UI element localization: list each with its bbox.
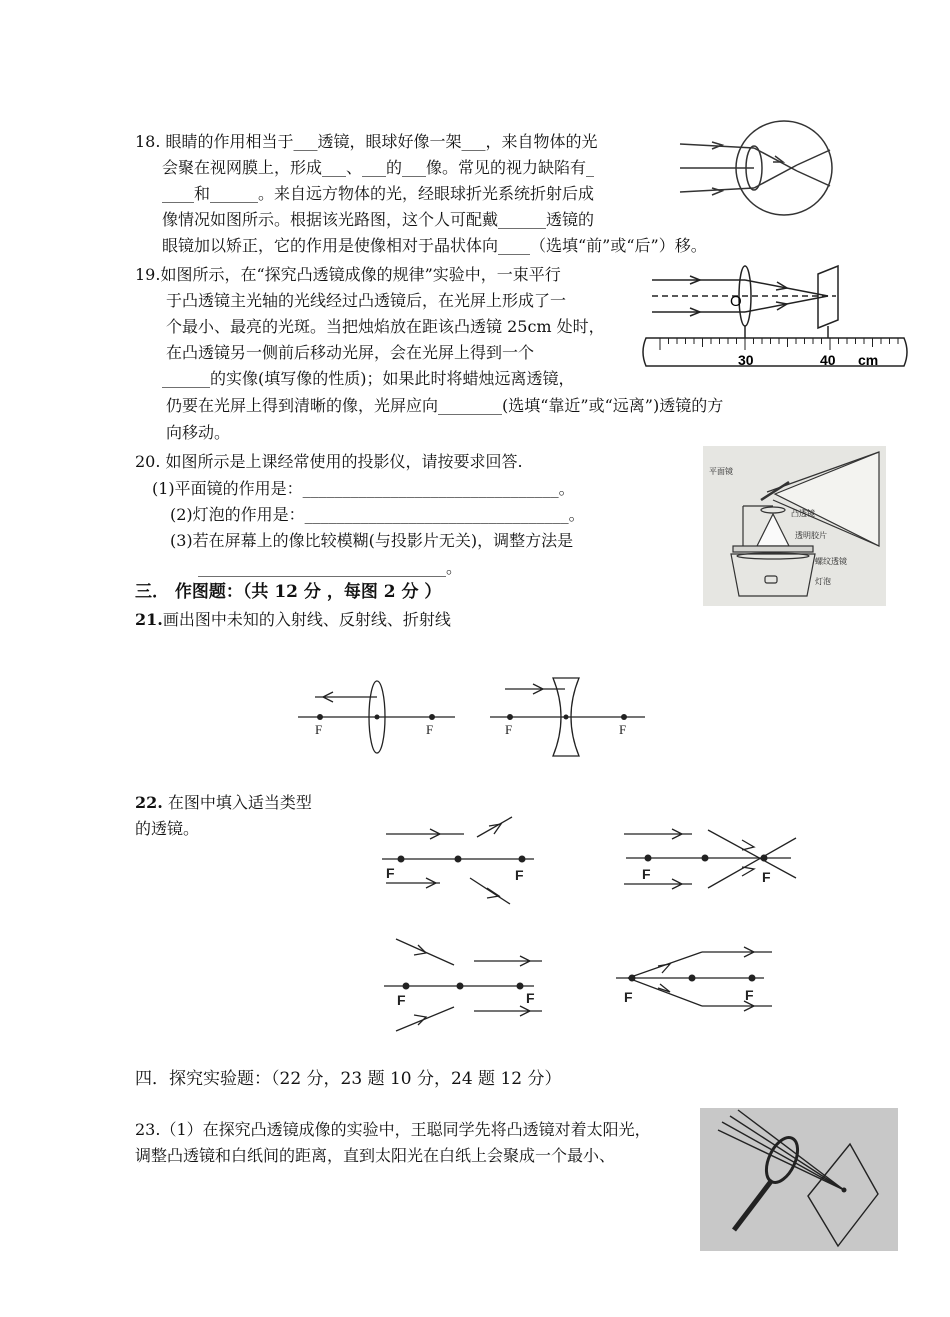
q22-text-line-1	[135, 790, 312, 815]
q22-prompt-1: 在图中填入适当类型	[162, 793, 312, 812]
q19-line-6: 仍要在光屏上得到清晰的像，光屏应向________(选填“靠近”或“远离”)透镜的方	[166, 396, 724, 415]
q22-diagram-b	[616, 820, 801, 895]
q23-line-2: 调整凸透镜和白纸间的距离，直到太阳光在白纸上会聚成一个最小、	[135, 1146, 616, 1165]
q18-line-4: 像情况如图所示。根据该光路图，这个人可配戴______透镜的	[162, 210, 595, 229]
q20-line-1: 20. 如图所示是上课经常使用的投影仪，请按要求回答.	[135, 452, 523, 471]
q21-prompt: 画出图中未知的入射线、反射线、折射线	[162, 610, 451, 629]
q18-line-3: ____和______。来自远方物体的光，经眼球折光系统折射后成	[162, 184, 595, 203]
q18-line-5: 眼镜加以矫正，它的作用是使像相对于晶状体向____（选填“前”或“后”）移。	[162, 236, 707, 255]
magnifier-sunlight-diagram	[700, 1108, 898, 1251]
label-fresnel: 螺纹透镜	[815, 557, 847, 566]
q22-diagram-c	[384, 935, 549, 1035]
q22-text-line-2: 的透镜。	[135, 819, 200, 838]
q18-line-1: 18. 眼睛的作用相当于___透镜，眼球好像一架___，来自物体的光	[135, 132, 598, 151]
focal-spot	[842, 1188, 847, 1193]
q20-line-3: (2)灯泡的作用是：_________________________________。	[170, 505, 585, 524]
ruler-tick-40: 40	[820, 352, 836, 368]
q19-line-4: 在凸透镜另一侧前后移动光屏，会在光屏上得到一个	[166, 343, 535, 362]
f-label: F	[515, 867, 524, 883]
q19-line-7: 向移动。	[166, 423, 231, 442]
q23-line-1: 23.（1）在探究凸透镜成像的实验中，王聪同学先将凸透镜对着太阳光，	[135, 1120, 651, 1139]
q22-diagram-a	[382, 812, 542, 908]
f-label: F	[426, 722, 434, 737]
q19-line-3: 个最小、最亮的光斑。当把烛焰放在距该凸透镜 25cm 处时，	[166, 317, 605, 336]
label-plane-mirror: 平面镜	[709, 467, 733, 476]
label-film: 透明胶片	[795, 531, 827, 540]
q18-line-2: 会聚在视网膜上，形成___、___的___像。常见的视力缺陷有_	[162, 158, 595, 177]
f-label: F	[624, 989, 633, 1005]
q21-number: 21.	[135, 610, 163, 629]
f-label: F	[386, 865, 395, 881]
transparency-film	[733, 546, 813, 552]
q20-line-5: _______________________________。	[198, 558, 463, 577]
f-label: F	[642, 866, 651, 882]
f-label: F	[619, 722, 627, 737]
section-3-heading: 三． 作图题：（共 12 分 ，每图 2 分 ）	[135, 582, 442, 602]
f-label: F	[745, 987, 754, 1003]
q19-line-5: ______的实像(填写像的性质)；如果此时将蜡烛远离透镜，	[162, 369, 575, 388]
optical-bench-diagram	[640, 262, 915, 374]
q22-diagram-d	[614, 940, 779, 1015]
lens-center-label: O	[730, 293, 742, 310]
q20-line-4: (3)若在屏幕上的像比较模糊(与投影片无关)，调整方法是	[170, 531, 574, 550]
f-label: F	[315, 722, 323, 737]
ruler-unit: cm	[858, 352, 879, 368]
f-label: F	[526, 990, 535, 1006]
label-convex-lens: 凸透镜	[791, 509, 815, 518]
projector-diagram	[703, 446, 886, 606]
q20-line-2: (1)平面镜的作用是：________________________________。	[152, 479, 575, 498]
section-4-heading: 四．探究实验题：（22 分，23 题 10 分，24 题 12 分）	[135, 1069, 562, 1089]
q19-line-2: 于凸透镜主光轴的光线经过凸透镜后，在光屏上形成了一	[166, 291, 567, 310]
q21-text	[135, 607, 451, 632]
q19-line-1: 19.如图所示，在“探究凸透镜成像的规律”实验中，一束平行	[135, 265, 561, 284]
eye-diagram	[672, 116, 842, 221]
f-label: F	[762, 869, 771, 885]
q22-number: 22.	[135, 793, 163, 812]
f-label: F	[505, 722, 513, 737]
ruler-tick-30: 30	[738, 352, 754, 368]
label-bulb: 灯泡	[815, 577, 831, 586]
q21-diagram	[295, 672, 650, 764]
f-label: F	[397, 992, 406, 1008]
